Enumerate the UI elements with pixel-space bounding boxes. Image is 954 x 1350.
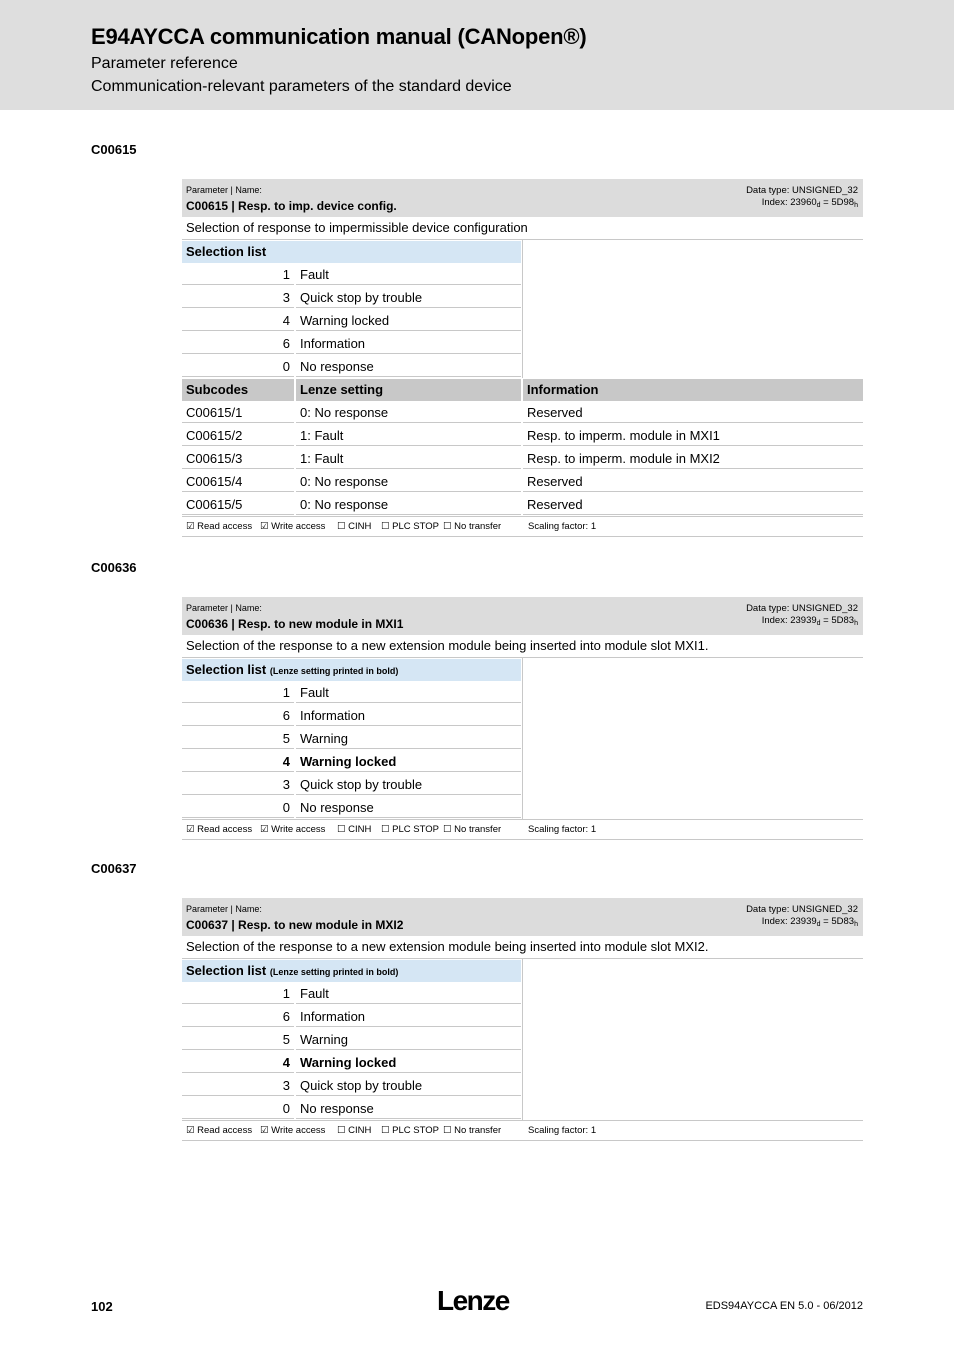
subcode-row: C00615/5 0: No response Reserved [182, 493, 863, 516]
access-flags [182, 516, 863, 537]
no-transfer-flag: ☐ No transfer [443, 1125, 502, 1136]
param-header [182, 597, 863, 635]
read-access-flag: ☑ Read access [186, 521, 253, 532]
no-transfer-flag: ☐ No transfer [443, 824, 502, 835]
cinh-flag: ☐ CINH [337, 521, 372, 532]
param-block-c00637 [182, 898, 863, 1141]
index: Index: $23960_d = 5D98_h$ [761, 197, 858, 209]
document-id: EDS94AYCCA EN 5.0 - 06/2012 [705, 1300, 863, 1312]
subcodes-header [182, 378, 863, 401]
subcode-row: C00615/3 1: Fault Resp. to imperm. module in MXI2 [182, 447, 863, 470]
subcode-row: C00615/1 0: No response Reserved [182, 401, 863, 424]
param-name-label: Parameter | Name: [186, 603, 262, 613]
index: Index: $23939_d = 5D83_h$ [761, 916, 858, 928]
access-flags [182, 1120, 863, 1141]
lenze-setting-column-header: Lenze setting [296, 379, 521, 401]
section-code-c00615: C00615 [91, 142, 137, 157]
selection-option: 1 Fault [182, 681, 863, 704]
param-header [182, 179, 863, 217]
selection-list-heading: Selection list [182, 241, 521, 263]
no-transfer-flag: ☐ No transfer [443, 521, 502, 532]
plc-stop-flag: ☐ PLC STOP [381, 824, 439, 835]
subcode-row: C00615/2 1: Fault Resp. to imperm. module in MXI1 [182, 424, 863, 447]
access-flags [182, 819, 863, 840]
selection-option-default: 4 Warning locked [182, 750, 863, 773]
section-code-c00636: C00636 [91, 560, 137, 575]
param-name-label: Parameter | Name: [186, 185, 262, 195]
param-header [182, 898, 863, 936]
write-access-flag: ☑ Write access [260, 521, 326, 532]
cinh-flag: ☐ CINH [337, 1125, 372, 1136]
selection-option-default: 4 Warning locked [182, 1051, 863, 1074]
section-title: Communication-relevant parameters of the standard device [91, 78, 512, 95]
read-access-flag: ☑ Read access [186, 1125, 253, 1136]
param-name: C00615 | Resp. to imp. device config. [186, 199, 397, 213]
selection-list-heading: Selection list (Lenze setting printed in bold) [182, 659, 521, 681]
section-code-c00637: C00637 [91, 861, 137, 876]
chapter-title: Parameter reference [91, 55, 238, 72]
subcode-row: C00615/4 0: No response Reserved [182, 470, 863, 493]
index: Index: $23939_d = 5D83_h$ [761, 615, 858, 627]
param-block-c00615 [182, 179, 863, 537]
selection-option: 6 Information [182, 704, 863, 727]
scaling-factor: Scaling factor: 1 [528, 521, 597, 532]
cinh-flag: ☐ CINH [337, 824, 372, 835]
param-name-label: Parameter | Name: [186, 904, 262, 914]
selection-option: 4 Warning locked [182, 309, 863, 332]
subcodes-column-header: Subcodes [182, 379, 294, 401]
scaling-factor: Scaling factor: 1 [528, 824, 597, 835]
plc-stop-flag: ☐ PLC STOP [381, 521, 439, 532]
selection-option: 3 Quick stop by trouble [182, 1074, 863, 1097]
selection-option: 0 No response [182, 796, 863, 819]
selection-option: 6 Information [182, 332, 863, 355]
param-description: Selection of the response to a new extension module being inserted into module slot MXI1. [182, 635, 863, 658]
information-column-header: Information [523, 379, 863, 401]
param-name: C00636 | Resp. to new module in MXI1 [186, 617, 404, 631]
lenze-logo: Lenze [437, 1285, 509, 1316]
data-type: Data type: UNSIGNED_32 [746, 185, 858, 196]
document-title: E94AYCCA communication manual (CANopen®) [91, 24, 587, 49]
selection-option: 3 Quick stop by trouble [182, 773, 863, 796]
selection-option: 1 Fault [182, 982, 863, 1005]
read-access-flag: ☑ Read access [186, 824, 253, 835]
selection-option: 0 No response [182, 1097, 863, 1120]
write-access-flag: ☑ Write access [260, 824, 326, 835]
param-name: C00637 | Resp. to new module in MXI2 [186, 918, 404, 932]
data-type: Data type: UNSIGNED_32 [746, 904, 858, 915]
selection-option: 1 Fault [182, 263, 863, 286]
scaling-factor: Scaling factor: 1 [528, 1125, 597, 1136]
selection-list-heading: Selection list (Lenze setting printed in bold) [182, 960, 521, 982]
selection-option: 0 No response [182, 355, 863, 378]
selection-option: 6 Information [182, 1005, 863, 1028]
data-type: Data type: UNSIGNED_32 [746, 603, 858, 614]
write-access-flag: ☑ Write access [260, 1125, 326, 1136]
param-description: Selection of the response to a new extension module being inserted into module slot MXI2. [182, 936, 863, 959]
plc-stop-flag: ☐ PLC STOP [381, 1125, 439, 1136]
selection-option: 5 Warning [182, 727, 863, 750]
selection-option: 5 Warning [182, 1028, 863, 1051]
selection-option: 3 Quick stop by trouble [182, 286, 863, 309]
param-block-c00636 [182, 597, 863, 840]
page-number: 102 [91, 1299, 113, 1314]
param-description: Selection of response to impermissible device configuration [182, 217, 863, 240]
